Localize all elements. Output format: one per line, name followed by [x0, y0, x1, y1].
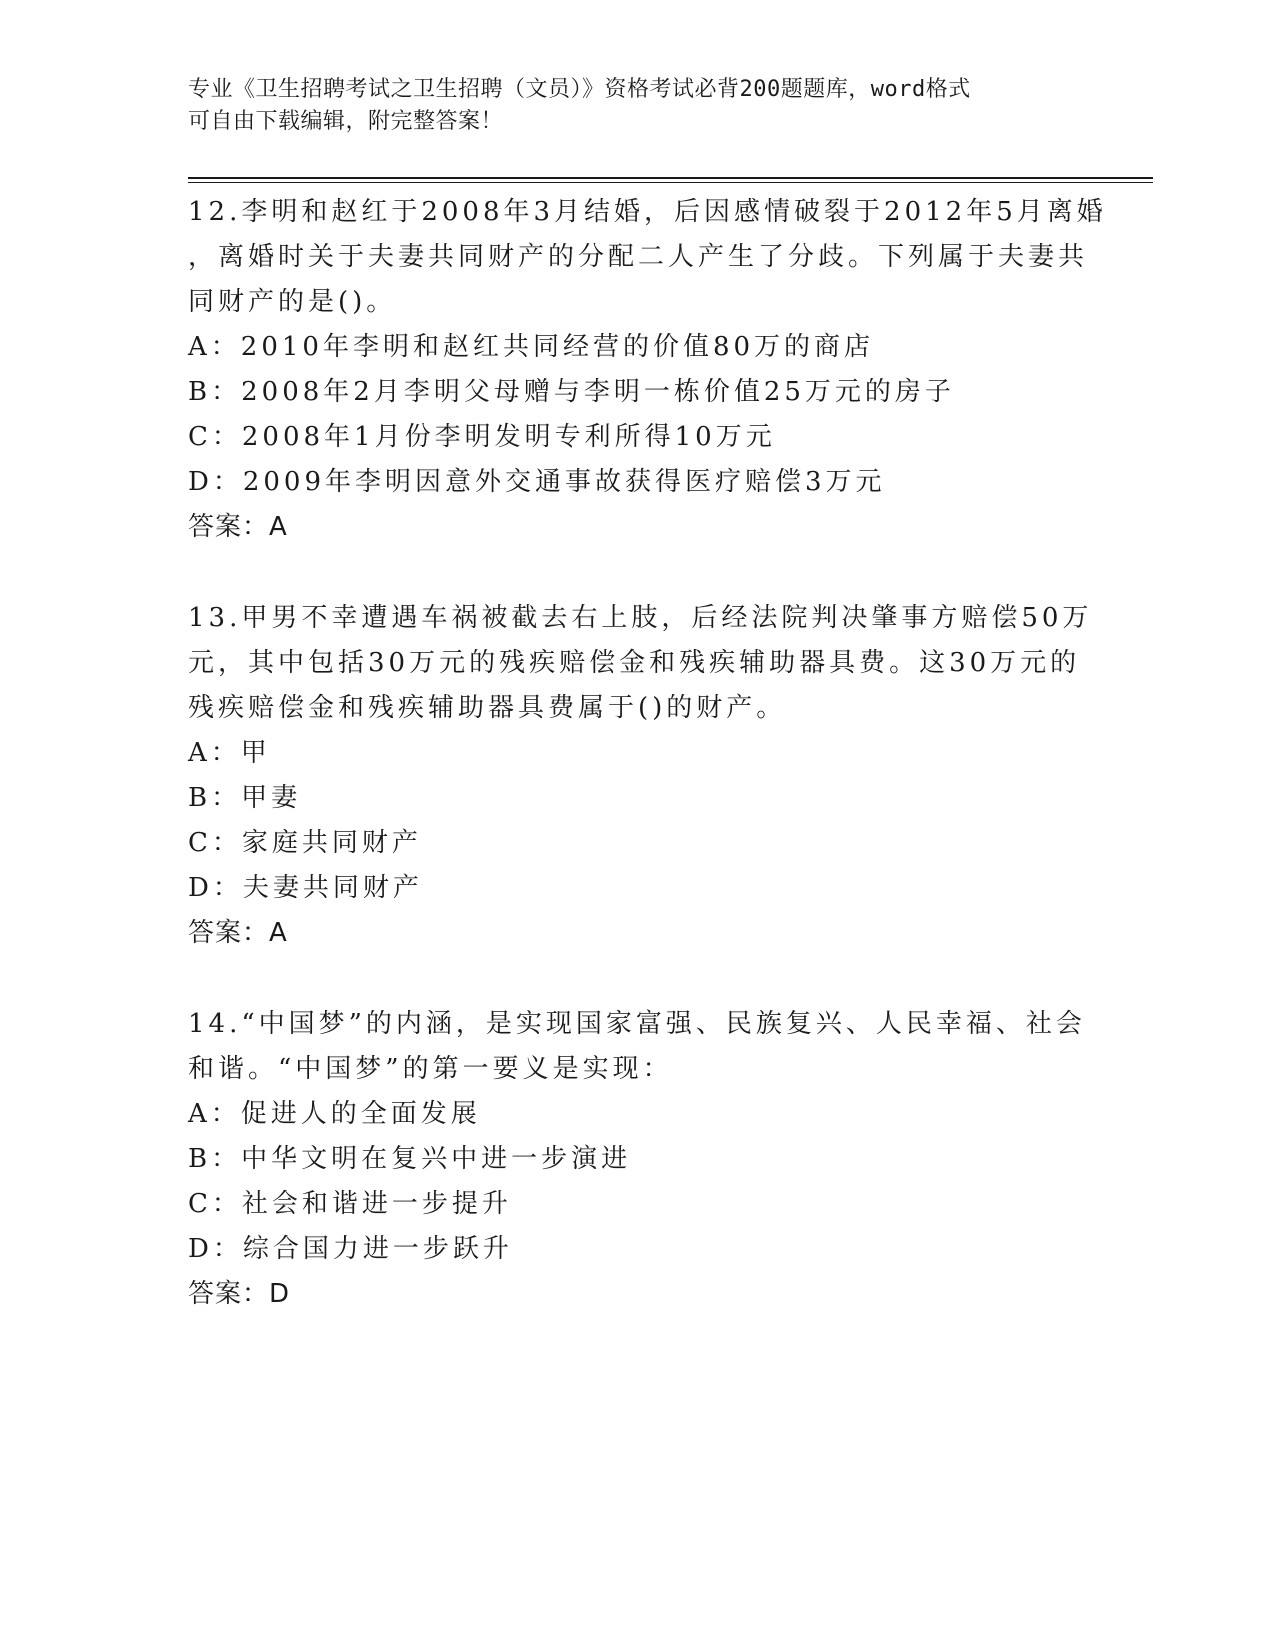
- option-d: D：2009年李明因意外交通事故获得医疗赔偿3万元: [188, 467, 886, 497]
- option-a: A：甲: [188, 738, 271, 768]
- option-b: B：中华文明在复兴中进一步演进: [188, 1144, 632, 1174]
- header-divider-thin: [188, 182, 1153, 183]
- question-stem: [188, 190, 1107, 325]
- option-c: C：家庭共同财产: [188, 828, 422, 858]
- question-13: [188, 596, 1093, 956]
- answer-line: 答案：D: [188, 1279, 291, 1309]
- header-divider-thick: [188, 177, 1153, 179]
- stem-line: 12.李明和赵红于2008年3月结婚，后因感情破裂于2012年5月离婚: [188, 197, 1107, 227]
- stem-line: 同财产的是()。: [188, 287, 397, 317]
- option-b: B：甲妻: [188, 783, 302, 813]
- document-header: [188, 74, 1068, 138]
- answer-line: 答案：A: [188, 512, 288, 542]
- option-c: C：社会和谐进一步提升: [188, 1189, 512, 1219]
- question-12: [188, 190, 1107, 550]
- stem-line: ，离婚时关于夫妻共同财产的分配二人产生了分歧。下列属于夫妻共: [188, 242, 1089, 272]
- question-stem: [188, 1002, 1088, 1092]
- question-list: [188, 190, 1107, 1363]
- stem-line: 元，其中包括30万元的残疾赔偿金和残疾辅助器具费。这30万元的: [188, 648, 1081, 678]
- question-14: [188, 1002, 1088, 1317]
- answer-line: 答案：A: [188, 918, 288, 948]
- stem-line: 13.甲男不幸遭遇车祸被截去右上肢，后经法院判决肇事方赔偿50万: [188, 603, 1093, 633]
- option-a: A：2010年李明和赵红共同经营的价值80万的商店: [188, 332, 875, 362]
- option-b: B：2008年2月李明父母赠与李明一栋价值25万元的房子: [188, 377, 955, 407]
- header-line-2: 可自由下载编辑，附完整答案！: [188, 109, 504, 134]
- option-a: A：促进人的全面发展: [188, 1099, 481, 1129]
- question-stem: [188, 596, 1093, 731]
- option-d: D：综合国力进一步跃升: [188, 1234, 513, 1264]
- option-c: C：2008年1月份李明发明专利所得10万元: [188, 422, 776, 452]
- option-d: D：夫妻共同财产: [188, 873, 423, 903]
- stem-line: 14.“中国梦”的内涵，是实现国家富强、民族复兴、人民幸福、社会: [188, 1009, 1086, 1039]
- stem-line: 和谐。“中国梦”的第一要义是实现：: [188, 1054, 673, 1084]
- stem-line: 残疾赔偿金和残疾辅助器具费属于()的财产。: [188, 693, 787, 723]
- header-line-1: 专业《卫生招聘考试之卫生招聘（文员）》资格考试必背200题题库，word格式: [188, 77, 971, 102]
